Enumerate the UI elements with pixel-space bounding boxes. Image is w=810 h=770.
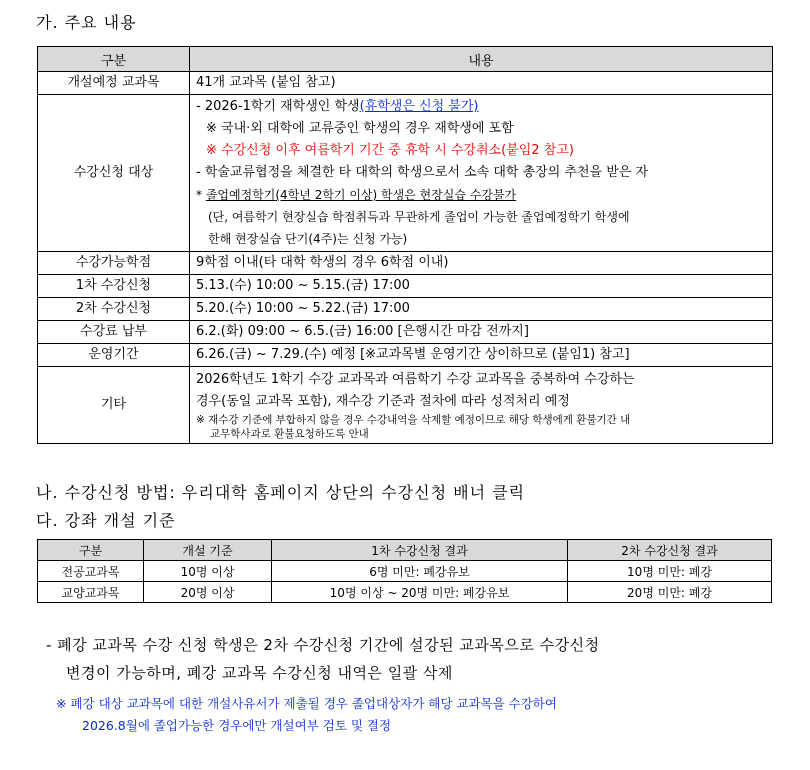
row-first-value: 5.13.(수) 10:00 ~ 5.15.(금) 17:00: [190, 275, 773, 298]
row-payment-value: 6.2.(화) 09:00 ~ 6.5.(금) 16:00 [은행시간 마감 전까지]: [190, 321, 773, 344]
criteria-header-category: 구분: [38, 540, 144, 561]
row-second-value: 5.20.(수) 10:00 ~ 5.22.(금) 17:00: [190, 298, 773, 321]
section-b-heading: 나. 수강신청 방법: 우리대학 홈페이지 상단의 수강신청 배너 클릭: [36, 483, 526, 502]
table-cell: 10명 미만: 폐강: [568, 561, 772, 582]
table-cell: 6명 미만: 폐강유보: [272, 561, 568, 582]
criteria-header-first-result: 1차 수강신청 결과: [272, 540, 568, 561]
main-info-table: [37, 46, 773, 444]
criteria-header-second-result: 2차 수강신청 결과: [568, 540, 772, 561]
section-a-heading: 가. 주요 내용: [36, 13, 137, 32]
row-courses-label: 개설예정 교과목: [38, 72, 190, 95]
closing-note-2: 2026.8월에 졸업가능한 경우에만 개설여부 검토 및 결정: [82, 718, 392, 733]
table-header-row: [38, 540, 772, 561]
criteria-header-minimum: 개설 기준: [144, 540, 272, 561]
closing-note-1: ※ 폐강 대상 교과목에 대한 개설사유서가 제출될 경우 졸업대상자가 해당 교과목을 수강하여: [56, 696, 557, 711]
table-cell: 20명 이상: [144, 582, 272, 603]
section-c-heading: 다. 강좌 개설 기준: [36, 511, 176, 530]
eligibility-line-1-text: - 2026-1학기 재학생인 학생: [196, 99, 360, 114]
row-period-value: 6.26.(금) ~ 7.29.(수) 예정 [※교과목별 운영기간 상이하므로 (붙임1) 참고]: [190, 344, 773, 367]
table-header-row: [38, 47, 773, 72]
etc-line-2: 경우(동일 교과목 포함), 재수강 기준과 절차에 따라 성적처리 예정: [196, 394, 570, 409]
eligibility-line-5-text: 졸업예정학기(4학년 2학기 이상) 학생은 현장실습 수강불가: [205, 188, 517, 202]
table-cell: 10명 이상: [144, 561, 272, 582]
eligibility-line-4: - 학술교류협정을 체결한 타 대학의 학생으로서 소속 대학 총장의 추천을 받은 자: [196, 165, 649, 180]
table-row: [38, 367, 773, 444]
table-row: [38, 95, 773, 252]
eligibility-line-5: [196, 184, 772, 206]
row-credits-value: 9학점 이내(타 대학 학생의 경우 6학점 이내): [190, 252, 773, 275]
row-credits-label: 수강가능학점: [38, 252, 190, 275]
table-cell: 전공교과목: [38, 561, 144, 582]
etc-line-3: ※ 재수강 기준에 부합하지 않을 경우 수강내역을 삭제할 예정이므로 해당 학생에게 환불기간 내: [196, 414, 631, 426]
col-category-header: 구분: [38, 47, 190, 72]
table-cell: 교양교과목: [38, 582, 144, 603]
col-content-header: 내용: [190, 47, 773, 72]
row-etc-label: 기타: [38, 367, 190, 444]
eligibility-line-5-bullet: *: [196, 188, 206, 202]
row-payment-label: 수강료 납부: [38, 321, 190, 344]
course-criteria-table: [37, 539, 772, 603]
table-row: [38, 582, 772, 603]
eligibility-line-6: (단, 여름학기 현장실습 학점취득과 무관하게 졸업이 가능한 졸업예정학기 학생에: [208, 210, 630, 224]
row-eligibility-label: 수강신청 대상: [38, 95, 190, 252]
etc-line-1: 2026학년도 1학기 수강 교과목과 여름학기 수강 교과목을 중복하여 수강하는: [196, 372, 635, 387]
table-cell: 20명 미만: 폐강: [568, 582, 772, 603]
table-row: [38, 252, 773, 275]
table-row: [38, 72, 773, 95]
table-row: [38, 321, 773, 344]
row-eligibility-value: [190, 95, 773, 252]
eligibility-line-7: 한해 현장실습 단기(4주)는 신청 가능): [208, 232, 408, 246]
row-second-label: 2차 수강신청: [38, 298, 190, 321]
eligibility-line-3: ※ 수강신청 이후 여름학기 기간 중 휴학 시 수강취소(붙임2 참고): [206, 143, 574, 158]
row-period-label: 운영기간: [38, 344, 190, 367]
leave-of-absence-link[interactable]: (휴학생은 신청 불가): [359, 99, 479, 114]
closing-line-1: - 폐강 교과목 수강 신청 학생은 2차 수강신청 기간에 설강된 교과목으로 수강신청: [46, 636, 600, 654]
table-row: [38, 298, 773, 321]
table-row: [38, 344, 773, 367]
row-courses-value: 41개 교과목 (붙임 참고): [190, 72, 773, 95]
table-row: [38, 561, 772, 582]
table-cell: 10명 이상 ~ 20명 미만: 폐강유보: [272, 582, 568, 603]
table-row: [38, 275, 773, 298]
row-first-label: 1차 수강신청: [38, 275, 190, 298]
row-etc-value: [190, 367, 773, 444]
eligibility-line-2: ※ 국내·외 대학에 교류중인 학생의 경우 재학생에 포함: [206, 121, 514, 136]
closing-line-2: 변경이 가능하며, 폐강 교과목 수강신청 내역은 일괄 삭제: [66, 664, 453, 682]
etc-line-4: 교무학사과로 환불요청하도록 안내: [210, 428, 369, 440]
eligibility-line-1: [196, 96, 772, 118]
